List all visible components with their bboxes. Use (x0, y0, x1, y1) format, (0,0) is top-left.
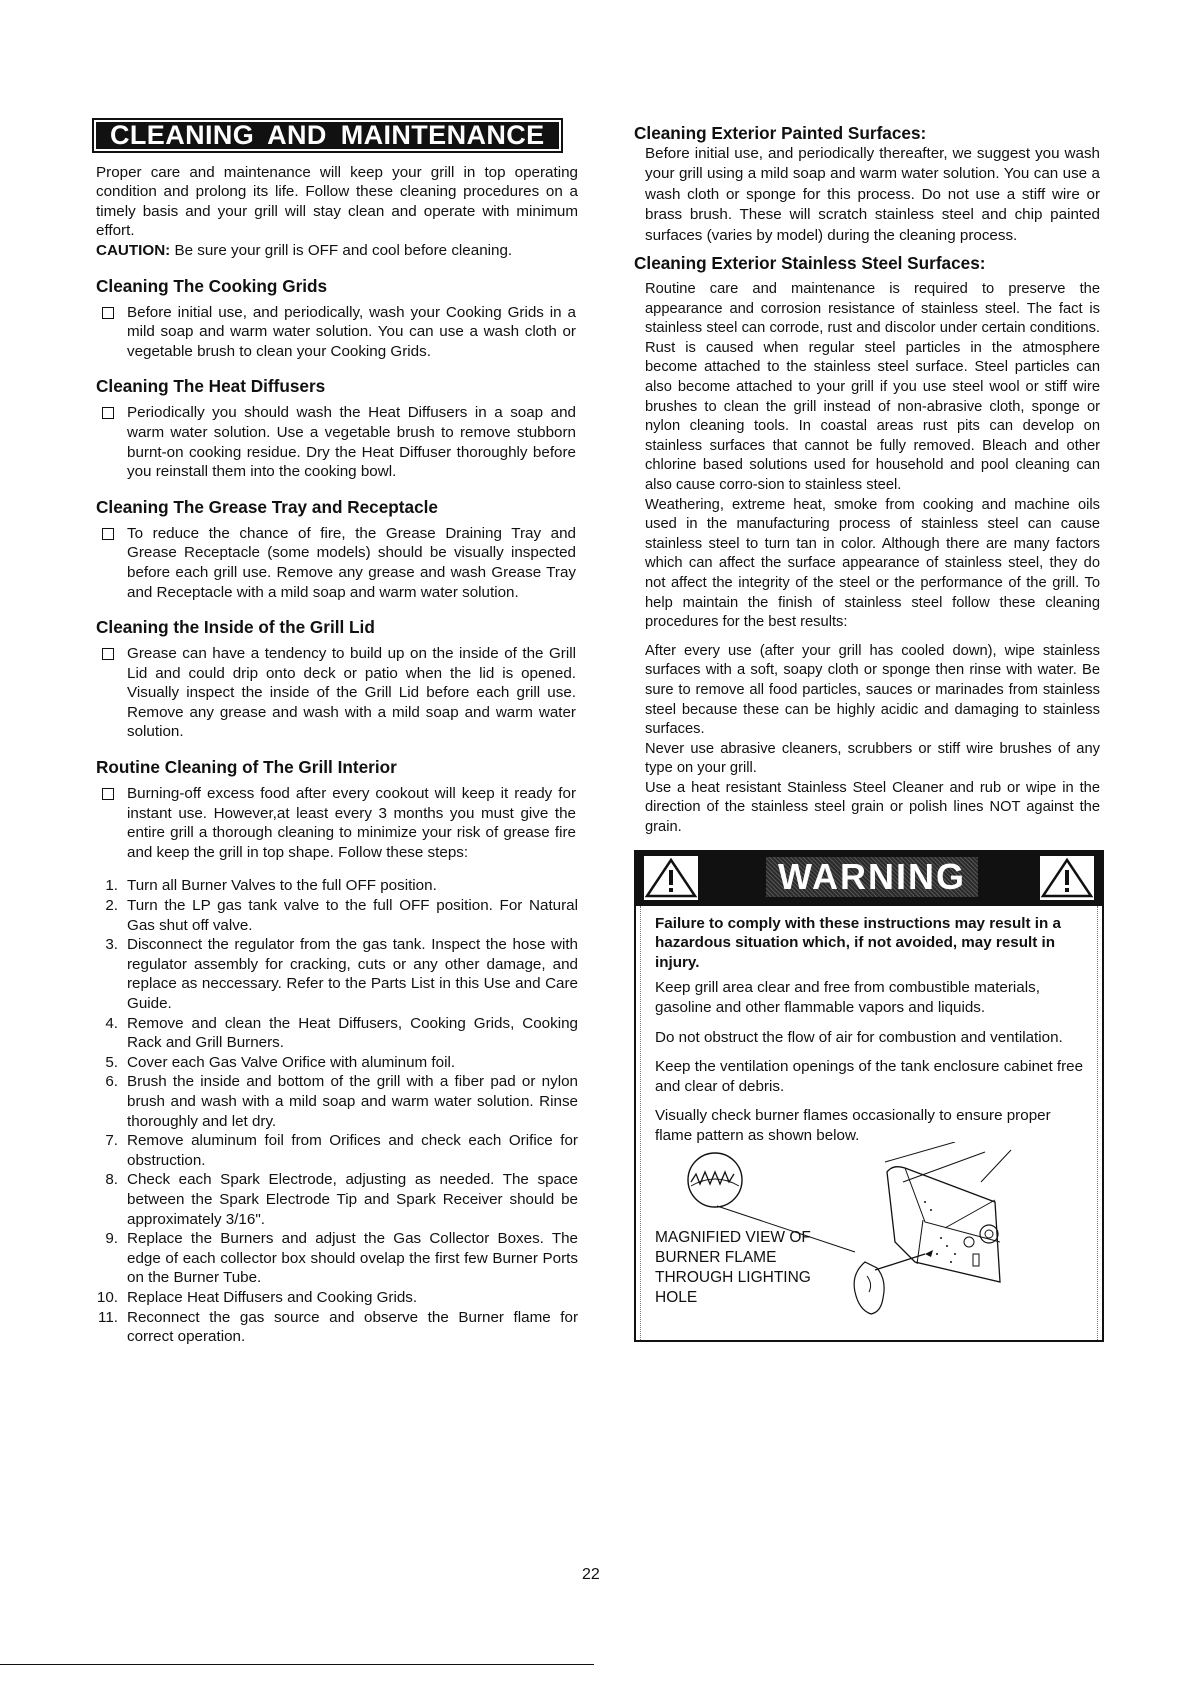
step-number: 9. (105, 1230, 118, 1248)
warning-item: Do not obstruct the flow of air for combustion and ventilation. (655, 1028, 1063, 1046)
step-number: 3. (105, 936, 118, 954)
caption-line: THROUGH LIGHTING (655, 1268, 811, 1286)
checkbox-square-icon (102, 788, 114, 800)
painted-text: Before initial use, and periodically thereafter, we suggest you wash your grill using a mild soap and warm water solution. You can use a wash cloth or sponge for this process. Do not use a stiff wire or brass brush. These will scratch stainless steel and chip painted surfaces (varies by model) during the cleaning process. (645, 145, 1100, 244)
step-number: 8. (105, 1171, 118, 1189)
caution-text: Be sure your grill is OFF and cool before cleaning. (170, 241, 513, 259)
list-item (96, 1053, 578, 1073)
warning-title: WARNING (766, 857, 978, 897)
bullet-grill-lid (96, 644, 578, 742)
warning-triangle-icon (1040, 856, 1094, 900)
step-text: Replace Heat Diffusers and Cooking Grids. (127, 1288, 418, 1306)
checkbox-square-icon (102, 407, 114, 419)
step-number: 7. (105, 1132, 118, 1150)
bullet-text: Periodically you should wash the Heat Diffusers in a soap and warm water solution. Use a vegetable brush to remove stubborn burnt-on cooking residue. Dry the Heat Diffuser thoroughly before you reinstall them into the cooking bowl. (127, 404, 576, 481)
caution-line (96, 241, 578, 261)
step-text: Remove aluminum foil from Orifices and check each Orifice for obstruction. (127, 1132, 578, 1169)
step-text: Reconnect the gas source and observe the Burner flame for correct operation. (127, 1308, 578, 1346)
list-item (96, 1308, 578, 1347)
step-number: 1. (105, 877, 118, 895)
right-column (634, 122, 1100, 1342)
warning-lead: Failure to comply with these instructions may result in a hazardous situation which, if not avoided, may result in injury. (655, 914, 1061, 971)
warning-item: Keep grill area clear and free from combustible materials, gasoline and other flammable vapors and liquids. (655, 979, 1040, 1017)
stainless-paragraph-5: Use a heat resistant Stainless Steel Cleaner and rub or wipe in the direction of the stainless steel grain or polish lines NOT against the grain. (645, 779, 1100, 836)
step-text: Cover each Gas Valve Orifice with aluminum foil. (127, 1053, 456, 1071)
step-number: 2. (105, 897, 118, 915)
warning-header (636, 852, 1102, 906)
heading-grill-interior: Routine Cleaning of The Grill Interior (96, 757, 397, 778)
heading-grease-tray: Cleaning The Grease Tray and Receptacle (96, 496, 438, 517)
stainless-body (634, 280, 1100, 838)
heading-heat-diffusers: Cleaning The Heat Diffusers (96, 376, 326, 397)
heading-painted-surfaces: Cleaning Exterior Painted Surfaces: (634, 123, 927, 143)
caption-line: BURNER FLAME (655, 1248, 777, 1266)
list-item (96, 1170, 578, 1229)
step-text: Turn all Burner Valves to the full OFF position. (127, 877, 437, 895)
bullet-text: Grease can have a tendency to build up on the inside of the Grill Lid and could drip onto deck or patio when the lid is opened. Visually inspect the inside of the Grill Lid before each grill use. Remove any grease and wash with a mild soap and warm water solution. (127, 645, 576, 741)
step-number: 6. (105, 1073, 118, 1091)
step-number: 10. (96, 1288, 118, 1306)
caption-line: HOLE (655, 1288, 698, 1306)
warning-triangle-icon (644, 856, 698, 900)
left-column (96, 122, 578, 1347)
step-text: Check each Spark Electrode, adjusting as needed. The space between the Spark Electrode Tip and Spark Receiver should be approximately 3/16". (127, 1171, 578, 1228)
step-text: Brush the inside and bottom of the grill with a fiber pad or nylon brush and wash with a mild soap and warm water solution. Rinse thoroughly and let dry. (127, 1073, 578, 1130)
bullet-heat-diffusers (96, 403, 578, 481)
bullet-text: Before initial use, and periodically, wash your Cooking Grids in a mild soap and warm water solution. You can use a wash cloth or vegetable brush to clean your Cooking Grids. (127, 303, 576, 360)
footer-rule (0, 1664, 594, 1665)
heading-stainless-surfaces: Cleaning Exterior Stainless Steel Surfaces: (634, 253, 986, 274)
warning-box (634, 850, 1104, 1342)
bullet-grease-tray (96, 524, 578, 602)
bullet-grill-interior (96, 784, 578, 862)
step-text: Turn the LP gas tank valve to the full OFF position. For Natural Gas shut off valve. (127, 897, 578, 934)
stainless-paragraph-1: Routine care and maintenance is required to preserve the appearance and corrosion resistance of stainless steel. The fact is stainless steel can corrode, rust and discolor under certain conditions. Rust is caused when regular steel particles in the atmosphere become attached to the stainless steel surface. Steel particles can also become attached to your grill if you use steel wool or stiff wire brushes to clean the grill instead of non-abrasive cloth, sponge or nylon cleaning tools. In coastal areas rust pits can develop on stainless surfaces that cannot be fully removed. Bleach and other chlorine based solutions used for household and pool cleaning can also cause corro-sion to stainless steel. (645, 281, 1100, 493)
section-title: CLEANING AND MAINTENANCE (96, 122, 559, 149)
warning-body (640, 906, 1098, 1340)
burner-flame-illustration (655, 1142, 1085, 1334)
flame-caption (655, 1228, 811, 1308)
step-text: Remove and clean the Heat Diffusers, Cooking Grids, Cooking Rack and Grill Burners. (127, 1014, 578, 1052)
bullet-text: To reduce the chance of fire, the Grease Draining Tray and Grease Receptacle (some models) should be visually inspected before each grill use. Remove any grease and wash Grease Tray and Receptacle with a mild soap and warm water solution. (127, 524, 576, 601)
spacer (645, 633, 1100, 642)
heading-grill-lid: Cleaning the Inside of the Grill Lid (96, 617, 375, 638)
bullet-text: Burning-off excess food after every cookout will keep it ready for instant use. However,at least every 3 months you must give the entire grill a thorough cleaning to minimize your risk of grease fire and keep the grill in top shape. Follow these steps: (127, 785, 576, 861)
step-number: 11. (98, 1308, 118, 1326)
list-item (96, 1229, 578, 1288)
checkbox-square-icon (102, 528, 114, 540)
cleaning-steps-list (96, 876, 578, 1346)
caution-label: CAUTION: (96, 241, 171, 259)
list-item (96, 1288, 578, 1308)
stainless-paragraph-3: After every use (after your grill has cooled down), wipe stainless surfaces with a soft, soapy cloth or sponge then rinse with water. Be sure to remove all food particles, sauces or marinades from stainless steel because these can be highly acidic and damaging to stainless surfaces. (645, 642, 1100, 738)
list-item (96, 935, 578, 1013)
list-item (96, 1131, 578, 1170)
list-item (96, 1072, 578, 1131)
step-number: 5. (105, 1053, 118, 1071)
list-item (96, 896, 578, 935)
warning-item: Visually check burner flames occasionally to ensure proper flame pattern as shown below. (655, 1107, 1051, 1144)
step-text: Replace the Burners and adjust the Gas Collector Boxes. The edge of each collector box should ovelap the first few Burner Ports on the Burner Tube. (127, 1230, 578, 1287)
bullet-cooking-grids (96, 303, 578, 362)
stainless-paragraph-4: Never use abrasive cleaners, scrubbers or stiff wire brushes of any type on your grill. (645, 740, 1100, 777)
step-text: Disconnect the regulator from the gas tank. Inspect the hose with regulator assembly for cracking, cuts or any other damage, and replace as neccessary. Refer to the Parts List in this Use and Care Guide. (127, 936, 578, 1012)
intro-text: Proper care and maintenance will keep your grill in top operating condition and prolong its life. Follow these cleaning procedures on a timely basis and your grill will stay clean and operate with minimum effort. (96, 163, 578, 240)
list-item (96, 1014, 578, 1053)
warning-item: Keep the ventilation openings of the tank enclosure cabinet free and clear of debris. (655, 1058, 1084, 1095)
caption-line: MAGNIFIED VIEW OF (655, 1228, 811, 1246)
list-item (96, 876, 578, 896)
step-number: 4. (105, 1014, 118, 1032)
checkbox-square-icon (102, 648, 114, 660)
heading-cooking-grids: Cleaning The Cooking Grids (96, 275, 328, 296)
stainless-paragraph-2: Weathering, extreme heat, smoke from cooking and machine oils used in the manufacturing process of stainless steel can cause stainless steel to turn tan in color. Although there are many factors which can affect the surface appearance of stainless steel, they do not affect the integrity of the steel or the performance of the grill. To help maintain the finish of stainless steel follow these cleaning procedures for the best results: (645, 496, 1100, 631)
page-number: 22 (582, 1566, 600, 1583)
checkbox-square-icon (102, 307, 114, 319)
